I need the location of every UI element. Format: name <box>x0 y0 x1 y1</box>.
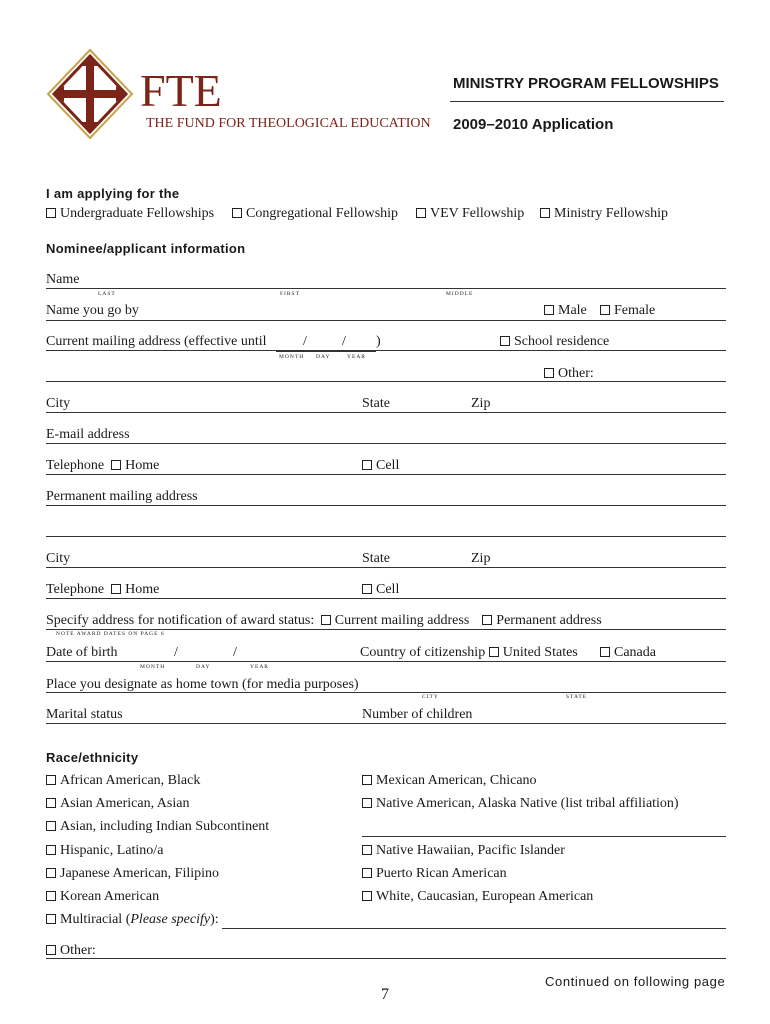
race-right-1[interactable]: Native American, Alaska Native (list tribal affiliation) <box>362 796 679 812</box>
city-label: City <box>46 396 71 411</box>
checkbox[interactable] <box>46 821 56 831</box>
race-heading: Race/ethnicity <box>46 750 139 765</box>
hometown-field[interactable] <box>46 692 726 693</box>
applying-heading: I am applying for the <box>46 186 180 201</box>
mailing-address-line-2[interactable] <box>46 381 726 382</box>
race-left-4[interactable]: Japanese American, Filipino <box>46 866 219 882</box>
city2-field[interactable] <box>46 567 726 568</box>
checkbox[interactable] <box>600 305 610 315</box>
hometown-label: Place you designate as home town (for media purposes) <box>46 677 359 692</box>
dob-slash-1: / <box>174 645 178 660</box>
permanent-field-2[interactable] <box>46 536 726 537</box>
dob-year-caption: YEAR <box>250 664 269 670</box>
checkbox[interactable] <box>544 368 554 378</box>
notify-label: Specify address for notification of award status: Current mailing address Permanent address <box>46 613 602 628</box>
dob-citizenship-field[interactable] <box>46 661 726 662</box>
current-checkbox[interactable] <box>321 615 331 625</box>
email-field[interactable] <box>46 443 726 444</box>
permanent-field[interactable] <box>46 505 726 506</box>
checkbox[interactable] <box>362 775 372 785</box>
checkbox[interactable] <box>416 208 426 218</box>
continued-note: Continued on following page <box>545 974 726 989</box>
race-other[interactable]: Other: <box>46 943 96 959</box>
telephone-label: Telephone Home <box>46 458 160 473</box>
checkbox[interactable] <box>600 647 610 657</box>
mailing-date-line[interactable] <box>276 351 376 352</box>
email-label: E-mail address <box>46 427 130 442</box>
city2-label: City <box>46 551 71 566</box>
school-residence-option[interactable]: School residence <box>500 334 609 350</box>
checkbox[interactable] <box>46 775 56 785</box>
checkbox[interactable] <box>540 208 550 218</box>
first-caption: FIRST <box>280 291 300 297</box>
telephone-field[interactable] <box>46 474 726 475</box>
race-right-3[interactable]: Puerto Rican American <box>362 866 507 882</box>
telephone2-field[interactable] <box>46 598 726 599</box>
children-label: Number of children <box>362 707 473 722</box>
zip2-label: Zip <box>471 551 491 566</box>
permanent-label: Permanent mailing address <box>46 489 198 504</box>
female-option[interactable]: Female <box>600 303 655 319</box>
checkbox[interactable] <box>544 305 554 315</box>
home-checkbox[interactable] <box>111 460 121 470</box>
mailing-year-caption: YEAR <box>347 354 366 360</box>
hometown-state-caption: STATE <box>566 694 588 700</box>
mailing-slash-2: / <box>342 334 346 349</box>
page-number: 7 <box>381 986 389 1003</box>
checkbox[interactable] <box>232 208 242 218</box>
cross-diamond-icon <box>44 46 154 146</box>
cell2-option[interactable]: Cell <box>362 582 399 598</box>
checkbox[interactable] <box>362 460 372 470</box>
marital-label: Marital status <box>46 707 123 722</box>
male-option[interactable]: Male <box>544 303 587 319</box>
zip-label: Zip <box>471 396 491 411</box>
checkbox[interactable] <box>46 798 56 808</box>
checkbox[interactable] <box>362 868 372 878</box>
home2-checkbox[interactable] <box>111 584 121 594</box>
notify-field[interactable] <box>46 629 726 630</box>
checkbox[interactable] <box>500 336 510 346</box>
marital-children-field[interactable] <box>46 723 726 724</box>
race-multiracial[interactable]: Multiracial (Please specify): <box>46 912 219 928</box>
state-label: State <box>362 396 390 411</box>
middle-caption: MIDDLE <box>446 291 474 297</box>
go-by-label: Name you go by <box>46 303 139 318</box>
dob-day-caption: DAY <box>196 664 211 670</box>
form-title: MINISTRY PROGRAM FELLOWSHIPS <box>453 75 719 92</box>
race-other-field[interactable] <box>46 958 726 959</box>
checkbox[interactable] <box>46 945 56 955</box>
mailing-slash-1: / <box>303 334 307 349</box>
race-right-2[interactable]: Native Hawaiian, Pacific Islander <box>362 843 565 859</box>
race-left-2[interactable]: Asian, including Indian Subcontinent <box>46 819 269 835</box>
name-field[interactable] <box>46 288 726 289</box>
mailing-address-field[interactable] <box>46 350 726 351</box>
race-right-4[interactable]: White, Caucasian, European American <box>362 889 593 905</box>
nominee-heading: Nominee/applicant information <box>46 241 246 256</box>
checkbox[interactable] <box>46 914 56 924</box>
logo-abbr: FTE <box>140 65 222 116</box>
checkbox[interactable] <box>362 798 372 808</box>
award-dates-note: NOTE AWARD DATES ON PAGE 6 <box>56 631 165 637</box>
race-right-0[interactable]: Mexican American, Chicano <box>362 773 537 789</box>
race-left-0[interactable]: African American, Black <box>46 773 200 789</box>
checkbox[interactable] <box>46 208 56 218</box>
option-undergraduate[interactable]: Undergraduate Fellowships <box>46 206 214 222</box>
other-residence-option[interactable]: Other: <box>544 366 594 382</box>
dob-month-caption: MONTH <box>140 664 166 670</box>
race-left-5[interactable]: Korean American <box>46 889 159 905</box>
name-label: Name <box>46 272 80 287</box>
title-divider <box>450 101 724 102</box>
race-left-1[interactable]: Asian American, Asian <box>46 796 189 812</box>
multiracial-field[interactable] <box>222 928 726 929</box>
checkbox[interactable] <box>46 891 56 901</box>
canada-option[interactable]: Canada <box>600 645 656 661</box>
mailing-day-caption: DAY <box>316 354 331 360</box>
us-checkbox[interactable] <box>489 647 499 657</box>
mailing-month-caption: MONTH <box>279 354 305 360</box>
tribal-affiliation-field[interactable] <box>362 836 726 837</box>
option-vev[interactable]: VEV Fellowship <box>416 206 524 222</box>
form-subtitle: 2009–2010 Application <box>453 116 614 133</box>
permanent-checkbox[interactable] <box>482 615 492 625</box>
last-caption: LAST <box>98 291 116 297</box>
option-congregational[interactable]: Congregational Fellowship <box>232 206 398 222</box>
dob-slash-2: / <box>233 645 237 660</box>
checkbox[interactable] <box>362 891 372 901</box>
cell-option[interactable]: Cell <box>362 458 399 474</box>
option-ministry[interactable]: Ministry Fellowship <box>540 206 668 222</box>
telephone2-label: Telephone Home <box>46 582 160 597</box>
checkbox[interactable] <box>362 845 372 855</box>
state2-label: State <box>362 551 390 566</box>
race-left-3[interactable]: Hispanic, Latino/a <box>46 843 163 859</box>
hometown-city-caption: CITY <box>422 694 439 700</box>
go-by-field[interactable] <box>46 320 726 321</box>
dob-label: Date of birth <box>46 645 118 660</box>
checkbox[interactable] <box>362 584 372 594</box>
checkbox[interactable] <box>46 845 56 855</box>
city-state-zip-field[interactable] <box>46 412 726 413</box>
citizenship-label: Country of citizenship United States <box>360 645 578 660</box>
mailing-close: ) <box>376 334 381 349</box>
mailing-label: Current mailing address (effective until <box>46 334 267 349</box>
logo-full-name: THE FUND FOR THEOLOGICAL EDUCATION <box>146 116 431 131</box>
fte-logo <box>44 46 154 146</box>
checkbox[interactable] <box>46 868 56 878</box>
